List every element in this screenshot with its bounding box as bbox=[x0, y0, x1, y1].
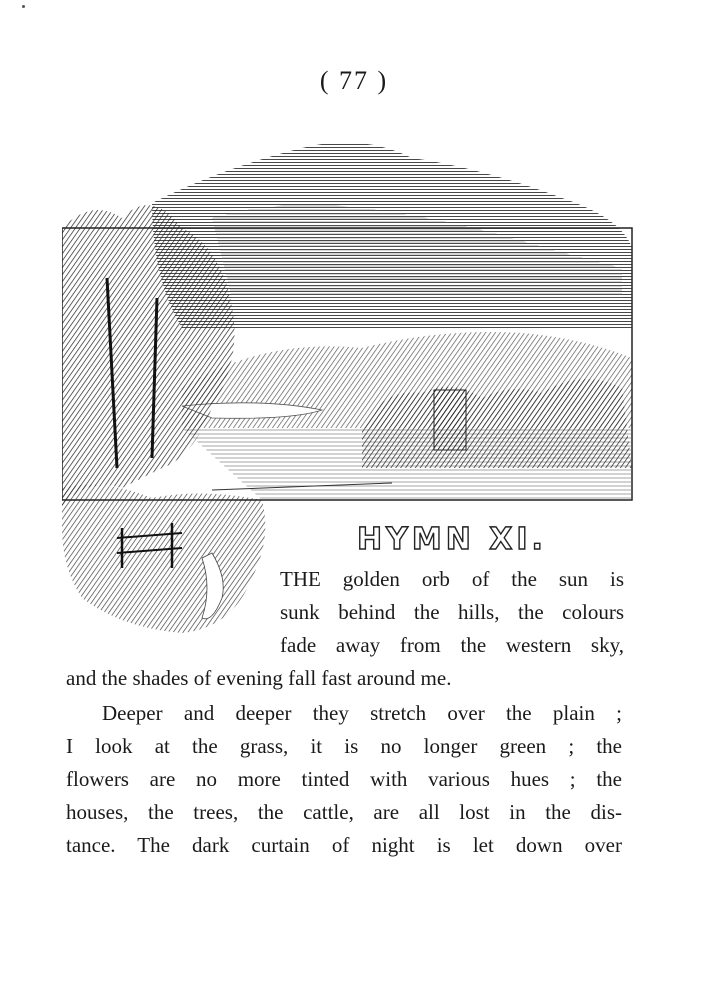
left-trees bbox=[62, 205, 235, 508]
speck bbox=[22, 5, 25, 8]
paragraph-2-line-1: Deeper and deeper they stretch over the plain ; bbox=[102, 701, 622, 725]
paragraph-1-tail bbox=[66, 662, 622, 695]
foreground-bank bbox=[62, 485, 265, 633]
paragraph-2-line-2: I look at the grass, it is no longer green ; the bbox=[66, 734, 622, 758]
paragraph-2 bbox=[66, 697, 622, 862]
paragraph-2-line-4: houses, the trees, the cattle, are all lost in the dis- bbox=[66, 800, 622, 824]
castle-tower bbox=[434, 390, 466, 450]
paragraph-1-indented bbox=[280, 563, 624, 662]
paragraph-1-line-1: THE golden orb of the sun is bbox=[280, 567, 624, 591]
hymn-title: HYMN XI. bbox=[357, 522, 547, 557]
page-number: ( 77 ) bbox=[319, 66, 389, 95]
paragraph-2-line-3: flowers are no more tinted with various hues ; the bbox=[66, 767, 622, 791]
paragraph-2-line-5: tance. The dark curtain of night is let down over bbox=[66, 833, 622, 857]
paragraph-1-line-3: fade away from the western sky, bbox=[280, 633, 624, 657]
paragraph-1-line-4: and the shades of evening fall fast around me. bbox=[66, 666, 452, 690]
paragraph-1-line-2: sunk behind the hills, the colours bbox=[280, 600, 624, 624]
